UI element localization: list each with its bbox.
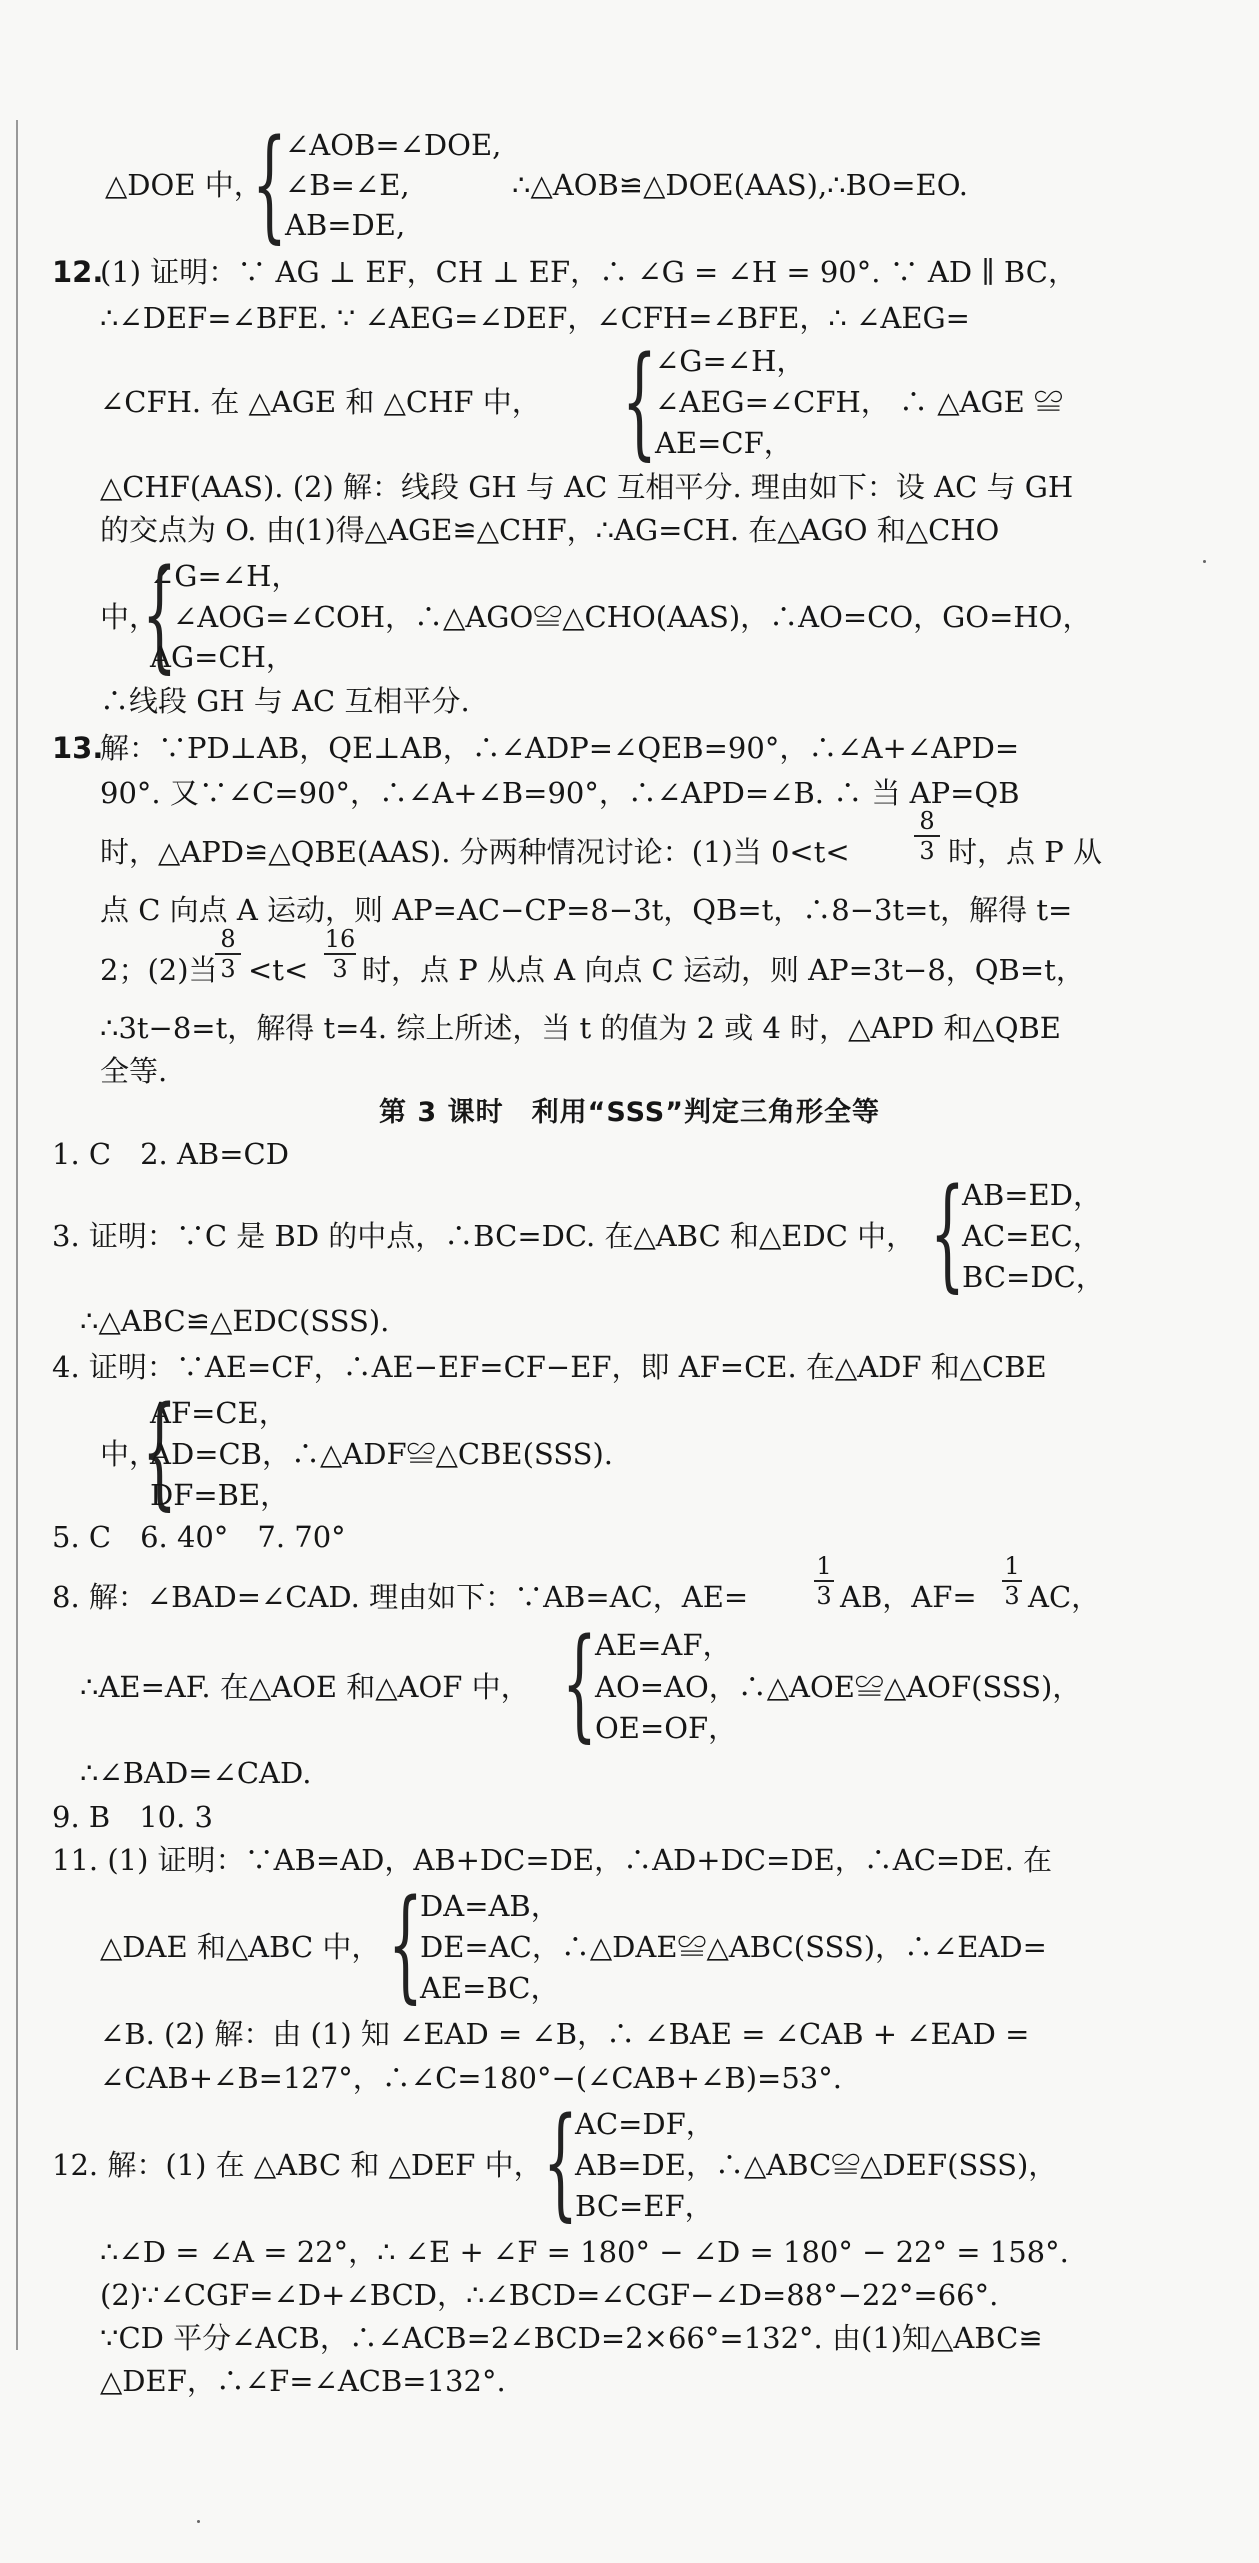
text-line: ∠AOB=∠DOE,	[285, 128, 502, 162]
text-line: DA=AB，	[420, 1889, 560, 1923]
section-heading: 第 3 课时 利用“SSS”判定三角形全等	[379, 1097, 880, 1128]
text-line: BC=EF，	[575, 2189, 714, 2223]
text-line: △DAE 和△ABC 中，	[100, 1930, 381, 1964]
text-line: ∠B=∠E,	[285, 168, 410, 202]
text-line: AC=EC，	[962, 1219, 1102, 1253]
text-line: (2)∵∠CGF=∠D+∠BCD，∴∠BCD=∠CGF−∠D=88°−22°=66°.	[100, 2278, 999, 2312]
question-number: 12.	[52, 255, 104, 289]
text-line: 2；(2)当	[100, 953, 218, 987]
text-line: ∵CD 平分∠ACB，∴∠ACB=2∠BCD=2×66°=132°. 由(1)知△ABC≌	[100, 2321, 1043, 2355]
text-line: ∠AOG=∠COH，∴△AGO≌△CHO(AAS)，∴AO=CO，GO=HO，	[173, 600, 1092, 634]
fraction: 8 3	[213, 926, 243, 982]
text-line: 全等.	[100, 1054, 168, 1088]
text-line: ∠B. (2) 解：由 (1) 知 ∠EAD = ∠B，∴ ∠BAE = ∠CAB + ∠EAD =	[100, 2017, 1030, 2051]
left-brace: {	[622, 330, 657, 472]
text-line: ∴∠DEF=∠BFE. ∵ ∠AEG=∠DEF，∠CFH=∠BFE，∴ ∠AEG=	[100, 301, 970, 335]
text-line: 4. 证明：∵AE=CF，∴AE−EF=CF−EF，即 AF=CE. 在△ADF 和△CBE	[52, 1350, 1047, 1384]
text-line: 12. 解：(1) 在 △ABC 和 △DEF 中，	[52, 2148, 543, 2182]
text-line: ∴∠D = ∠A = 22°，∴ ∠E + ∠F = 180° − ∠D = 180° − 22° = 158°.	[100, 2235, 1069, 2269]
question-number: 13.	[52, 731, 104, 765]
text-line: AB=ED，	[962, 1178, 1102, 1212]
text-line: AB=DE，∴△ABC≌△DEF(SSS)，	[575, 2148, 1058, 2182]
text-line: DE=AC，∴△DAE≌△ABC(SSS)，∴∠EAD=	[420, 1930, 1047, 1964]
fraction: 1 3	[812, 1553, 836, 1609]
left-brace: {	[930, 1162, 965, 1304]
text-line: AE=CF，	[655, 426, 793, 460]
text-line: OE=OF，	[595, 1711, 738, 1745]
fraction: 1 3	[1000, 1553, 1024, 1609]
text-line: ∴△ABC≌△EDC(SSS).	[80, 1304, 390, 1338]
left-brace: {	[252, 113, 287, 255]
text-line: DF=BE，	[150, 1478, 290, 1512]
text-line: AC=DF，	[575, 2107, 715, 2141]
text-line: 11. (1) 证明：∵AB=AD，AB+DC=DE，∴AD+DC=DE，∴AC=DE. 在	[52, 1843, 1053, 1877]
text-line: 9. B 10. 3	[52, 1800, 213, 1834]
text-line: ∠G=∠H，	[655, 344, 806, 378]
left-brace: {	[142, 1380, 177, 1522]
text-line: 中，	[100, 1437, 159, 1471]
text-line: AC，	[1028, 1580, 1101, 1614]
text-line: (1) 证明：∵ AG ⊥ EF，CH ⊥ EF，∴ ∠G = ∠H = 90°. ∵ AD ∥ BC，	[100, 255, 1077, 289]
text-line: ∠CAB+∠B=127°，∴∠C=180°−(∠CAB+∠B)=53°.	[100, 2061, 842, 2095]
text-line: AE=BC，	[420, 1971, 560, 2005]
text-line: △DOE 中，	[105, 168, 263, 202]
text-line: 时，点 P 从点 A 向点 C 运动，则 AP=3t−8，QB=t，	[362, 953, 1085, 987]
text-line: 的交点为 O. 由(1)得△AGE≌△CHF，∴AG=CH. 在△AGO 和△CHO	[100, 513, 1000, 547]
text-line: ∴∠BAD=∠CAD.	[80, 1756, 312, 1790]
text-line: 解：∵PD⊥AB，QE⊥AB，∴∠ADP=∠QEB=90°，∴∠A+∠APD=	[100, 731, 1020, 765]
text-line: AE=AF，	[595, 1628, 732, 1662]
text-line: AB=DE,	[285, 208, 406, 242]
text-line: 中，	[100, 600, 159, 634]
text-line: AG=CH，	[150, 640, 295, 674]
speck	[1203, 560, 1206, 563]
text-line: 点 C 向点 A 运动，则 AP=AC−CP=8−3t，QB=t，∴8−3t=t，解得 t=	[100, 893, 1073, 927]
left-brace: {	[142, 543, 177, 685]
speck	[197, 2520, 200, 2523]
text-line: ∴3t−8=t，解得 t=4. 综上所述，当 t 的值为 2 或 4 时，△APD 和△QBE	[100, 1011, 1061, 1045]
left-brace: {	[543, 2091, 578, 2233]
text-line: 3. 证明：∵C 是 BD 的中点，∴BC=DC. 在△ABC 和△EDC 中，	[52, 1219, 916, 1253]
fraction: 8 3	[912, 808, 942, 864]
text-line: 5. C 6. 40° 7. 70°	[52, 1520, 346, 1554]
text-line: 1. C 2. AB=CD	[52, 1137, 289, 1171]
text-line: 8. 解：∠BAD=∠CAD. 理由如下：∵AB=AC，AE=	[52, 1580, 749, 1614]
text-line: <t<	[248, 953, 309, 987]
text-line: ∴△AOB≌△DOE(AAS),∴BO=EO.	[512, 168, 969, 202]
text-line: ∠CFH. 在 △AGE 和 △CHF 中，	[100, 385, 541, 419]
text-line: 时，点 P 从	[948, 835, 1102, 869]
left-brace: {	[562, 1612, 597, 1754]
margin-rule	[16, 120, 18, 2350]
text-line: ∠AEG=∠CFH， ∴ △AGE ≌	[655, 385, 1064, 419]
text-line: 90°. 又∵∠C=90°，∴∠A+∠B=90°，∴∠APD=∠B. ∴ 当 AP=QB	[100, 776, 1020, 810]
fraction: 16 3	[324, 925, 356, 983]
text-line: △CHF(AAS). (2) 解：线段 GH 与 AC 互相平分. 理由如下：设 AC 与 GH	[100, 470, 1074, 504]
text-line: AO=AO，∴△AOE≌△AOF(SSS)，	[595, 1670, 1082, 1704]
left-brace: {	[388, 1873, 423, 2015]
text-line: △DEF，∴∠F=∠ACB=132°.	[100, 2364, 506, 2398]
text-line: AF=CE，	[150, 1396, 288, 1430]
text-line: ∠G=∠H，	[150, 559, 301, 593]
text-line: ∴AE=AF. 在△AOE 和△AOF 中，	[80, 1670, 530, 1704]
text-line: ∴线段 GH 与 AC 互相平分.	[100, 684, 470, 718]
text-line: BC=DC，	[962, 1260, 1105, 1294]
text-line: AD=CB，∴△ADF≌△CBE(SSS).	[150, 1437, 614, 1471]
text-line: AB，AF=	[840, 1580, 977, 1614]
text-line: 时，△APD≌△QBE(AAS). 分两种情况讨论：(1)当 0<t<	[100, 835, 850, 869]
